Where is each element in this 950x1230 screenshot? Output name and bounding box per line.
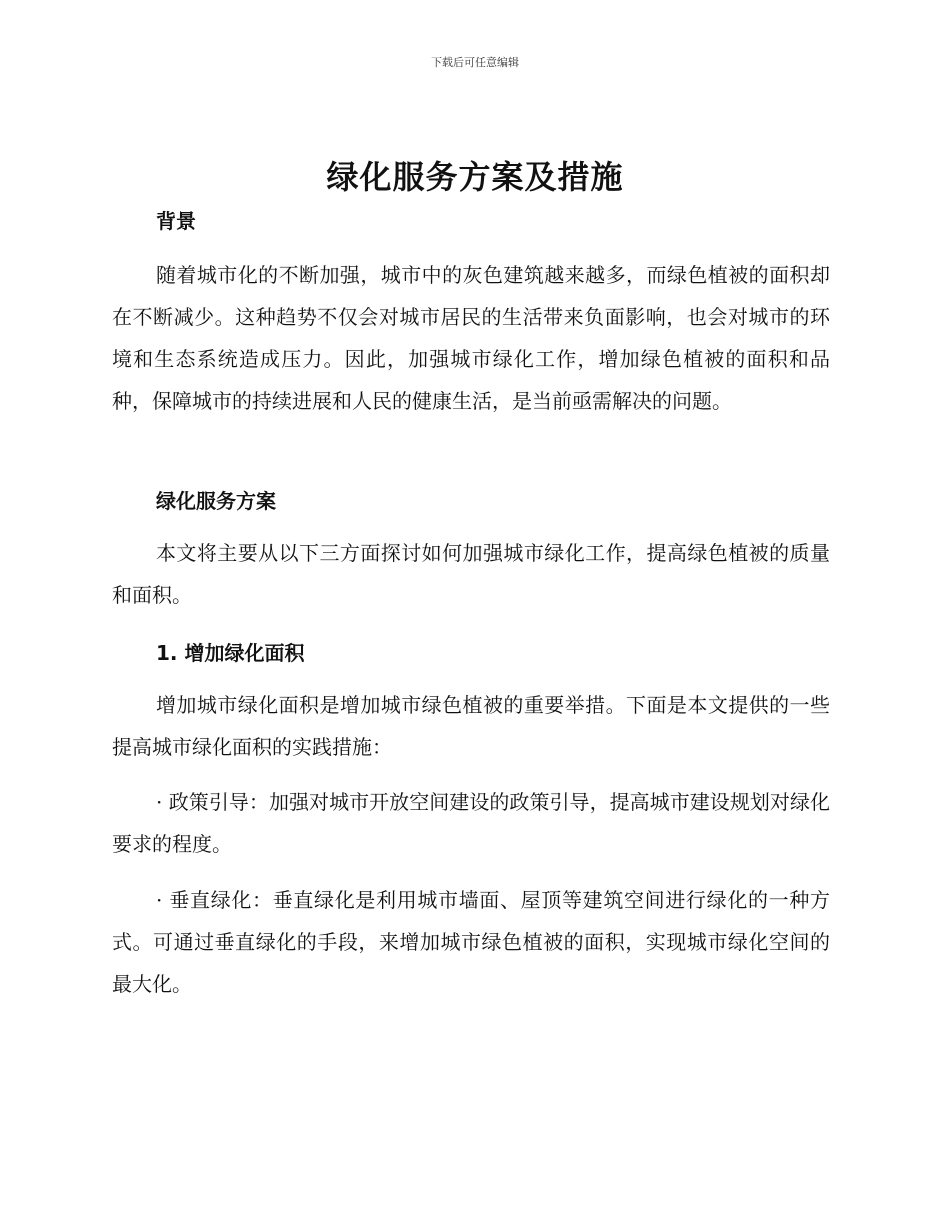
- document-title: 绿化服务方案及措施: [326, 158, 624, 196]
- section-heading-plan: 绿化服务方案: [156, 489, 276, 513]
- page-header: 下载后可任意编辑: [431, 56, 519, 69]
- area-paragraph: 增加城市绿化面积是增加城市绿色植被的重要举措。下面是本文提供的一些提高城市绿化面积的实践措施：: [112, 693, 830, 759]
- bullet-policy: · 政策引导：加强对城市开放空间建设的政策引导，提高城市建设规划对绿化要求的程度。: [112, 790, 830, 856]
- plan-paragraph: 本文将主要从以下三方面探讨如何加强城市绿化工作，提高绿色植被的质量和面积。: [112, 541, 830, 607]
- section-heading-background: 背景: [156, 209, 196, 233]
- section-heading-area: 1. 增加绿化面积: [156, 641, 305, 665]
- background-paragraph: 随着城市化的不断加强，城市中的灰色建筑越来越多，而绿色植被的面积却在不断减少。这种趋势不仅会对城市居民的生活带来负面影响，也会对城市的环境和生态系统造成压力。因此，加强城市绿化工作，增加绿色植被的面积和品种，保障城市的持续进展和人民的健康生活，是当前亟需解决的问题。: [112, 263, 830, 413]
- bullet-vertical-greening: · 垂直绿化：垂直绿化是利用城市墙面、屋顶等建筑空间进行绿化的一种方式。可通过垂直绿化的手段，来增加城市绿色植被的面积，实现城市绿化空间的最大化。: [112, 888, 830, 996]
